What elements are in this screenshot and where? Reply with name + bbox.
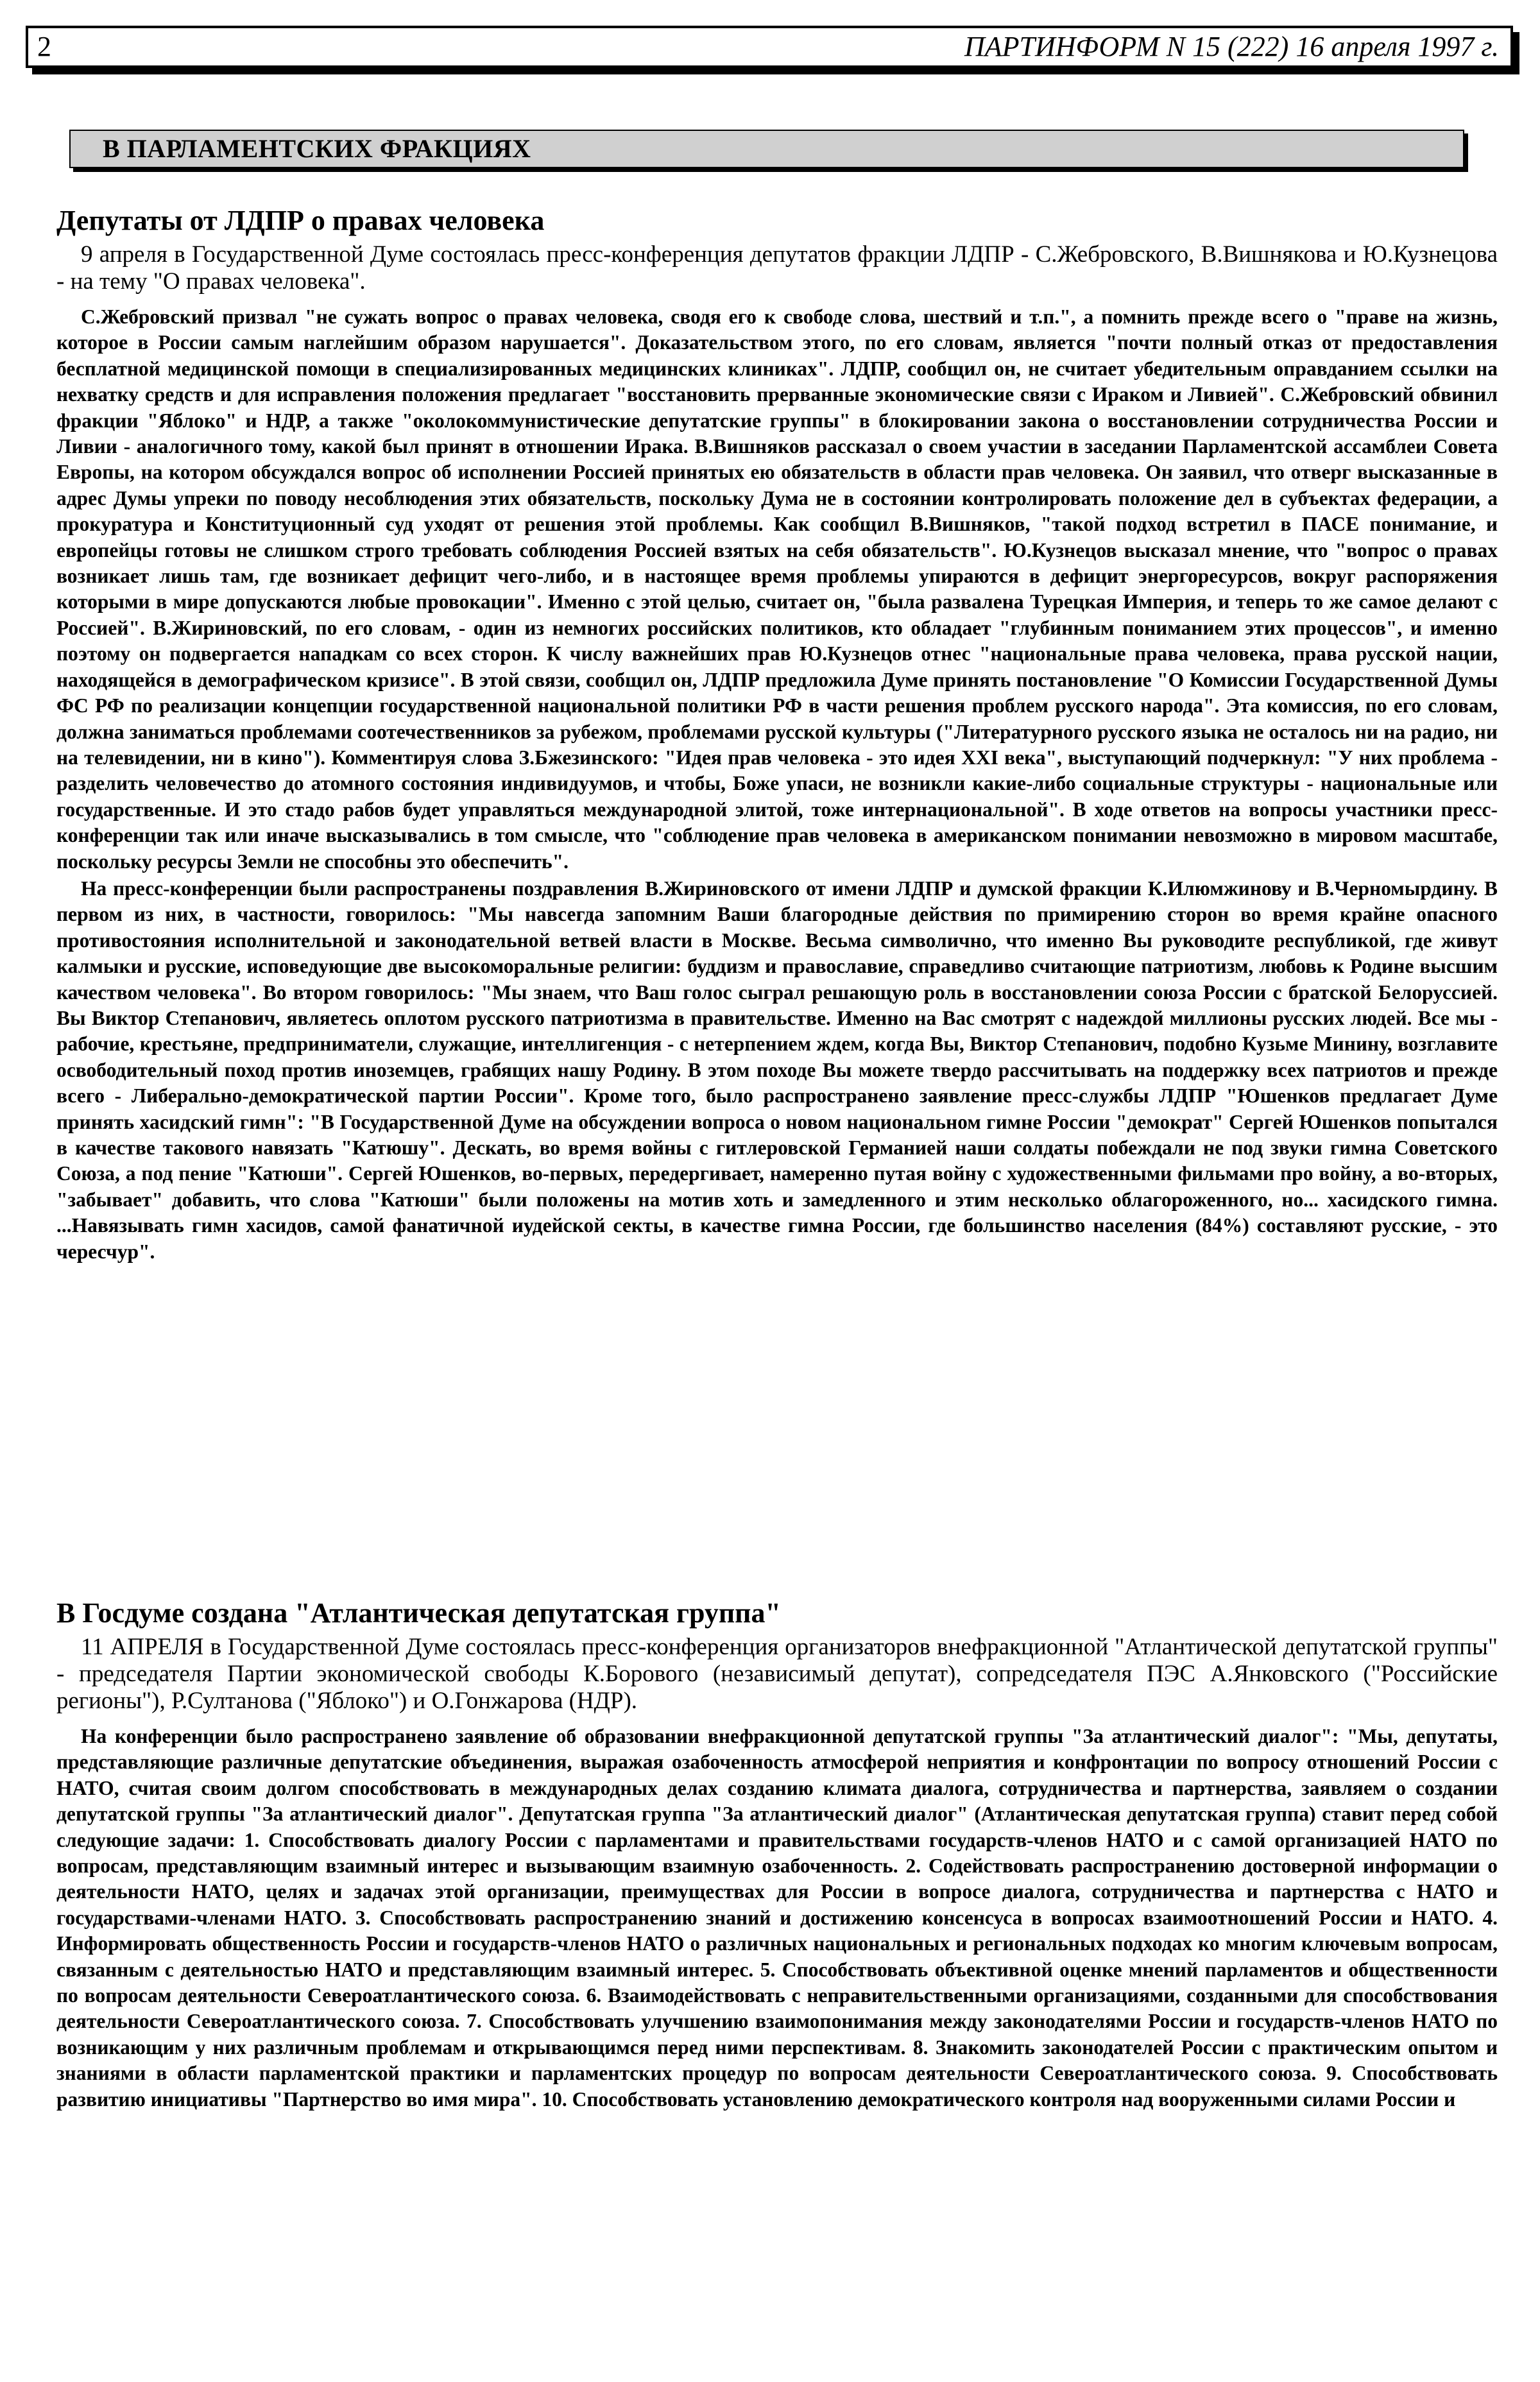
article-headline: Депутаты от ЛДПР о правах человека xyxy=(56,205,545,236)
article-lead: 11 АПРЕЛЯ в Государственной Думе состоялась пресс-конференция организаторов внефракционной "Атлантической депутатской группы" - председателя Партии экономической свободы К.Борового (независимый депутат), сопредседателя ПЭС А.Янковского ("Российские регионы"), Р.Султанова ("Яблоко") и О.Гонжарова (НДР). xyxy=(56,1634,1498,1714)
article-paragraph: На пресс-конференции были распространены поздравления В.Жириновского от имени ЛДПР и думской фракции К.Илюмжинову и В.Черномырдину. В первом из них, в частности, говорилось: "Мы навсегда запомним Ваши благородные действия по примирению сторон во время крайне опасного противостояния исполнительной и законодательной ветвей власти в Москве. Весьма символично, что именно Вы руководите республикой, где живут калмыки и русские, исповедующие две высокоморальные религии: буддизм и православие, справедливо считающие патриотизм, любовь к Родине высшим качеством человека". Во втором говорилось: "Мы знаем, что Ваш голос сыграл решающую роль в восстановлении союза России с братской Белоруссией. Вы Виктор Степанович, являетесь оплотом русского патриотизма в правительстве. Именно на Вас смотрят с надеждой миллионы русских людей. Все мы - рабочие, крестьяне, предприниматели, служащие, интеллигенция - с нетерпением ждем, когда Вы, Виктор Степанович, подобно Кузьме Минину, возглавите освободительный поход против иноземцев, грабящих нашу Родину. В этом походе Вы можете твердо рассчитывать на поддержку всех патриотов и прежде всего - Либерально-демократической партии России". Кроме того, было распространено заявление пресс-службы ЛДПР "Юшенков предлагает Думе принять хасидский гимн": "В Государственной Думе на обсуждении вопроса о новом национальном гимне России "демократ" Сергей Юшенков попытался в качестве такового навязать "Катюшу". Дескать, во время войны с гитлеровской Германией наши солдаты побеждали не под звуки гимна Советского Союза, а под пение "Катюши". Сергей Юшенков, во-первых, передергивает, намеренно путая войну с художественными фильмами про войну, а во-вторых, "забывает" добавить, что слова "Катюши" были положены на мотив хоть и замедленного и этим несколько облагороженного, но... хасидского гимна. ...Навязывать гимн хасидов, самой фанатичной иудейской секты, в качестве гимна России, где большинство населения (84%) составляют русские, - это чересчур". xyxy=(56,877,1498,1263)
article-ldpr-human-rights xyxy=(56,204,1498,1265)
page-number: 2 xyxy=(37,31,51,62)
article-headline: В Госдуме создана "Атлантическая депутатская группа" xyxy=(56,1597,781,1629)
article-paragraph: На конференции было распространено заявление об образовании внефракционной депутатской группы "За атлантический диалог": "Мы, депутаты, представляющие различные депутатские объединения, выражая озабоченность атмосферой неприятия и конфронтации по вопросу отношений России с НАТО, считая своим долгом способствовать в международных делах созданию климата диалога, сотрудничества и партнерства, заявляем о создании депутатской группы "За атлантический диалог". Депутатская группа "За атлантический диалог" (Атлантическая депутатская группа) ставит перед собой следующие задачи: 1. Способствовать диалогу России с парламентами и правительствами государств-членов НАТО и с самой организацией НАТО по вопросам, представляющим взаимный интерес и вызывающим взаимную озабоченность. 2. Содействовать распространению достоверной информации о деятельности НАТО, целях и задачах этой организации, преимуществах для России в вопросе диалога, сотрудничества и партнерства с НАТО и государствами-членами НАТО. 3. Способствовать распространению знаний и достижению консенсуса в вопросах взаимоотношений России и НАТО. 4. Информировать общественность России и государств-членов НАТО о различных национальных и региональных подходах ко многим ключевым вопросам, связанным с деятельностью НАТО и представляющим взаимный интерес. 5. Способствовать объективной оценке мнений парламентов и общественности по вопросам деятельности Североатлантического союза. 6. Взаимодействовать с неправительственными организациями, созданными для способствования деятельности Североатлантического союза. 7. Способствовать улучшению взаимопонимания между законодателями России и государств-членов НАТО по возникающим у них различным проблемам и открывающимся перед ними перспективам. 8. Знакомить законодателей России с практическим опытом и знаниями в области парламентской практики и парламентских процедур по вопросам деятельности Североатлантического союза. 9. Способствовать развитию инициативы "Партнерство во имя мира". 10. Способствовать установлению демократического контроля над вооруженными силами России и xyxy=(56,1725,1498,2111)
article-atlantic-group xyxy=(56,1597,1498,2112)
issue-line: ПАРТИНФОРМ N 15 (222) 16 апреля 1997 г. xyxy=(964,31,1499,62)
article-paragraph: С.Жебровский призвал "не сужать вопрос о правах человека, сводя его к свободе слова, шествий и т.п.", а помнить прежде всего о "праве на жизнь, которое в России самым наглейшим образом нарушается". Доказательством этого, по его словам, является "почти полный отказ от предоставления бесплатной медицинской помощи в специализированных медицинских клиниках". ЛДПР, сообщил он, не считает убедительным оправданием ссылки на нехватку средств и для исправления положения предлагает "восстановить прерванные экономические связи с Ираком и Ливией". С.Жебровский обвинил фракции "Яблоко" и НДР, а также "околокоммунистические депутатские группы" в блокировании закона о восстановлении сотрудничества России и Ливии - аналогичного тому, какой был принят в отношении Ирака. В.Вишняков рассказал о своем участии в заседании Парламентской ассамблеи Совета Европы, на котором обсуждался вопрос об исполнении Россией принятых ею обязательств в области прав человека. Он заявил, что отверг высказанные в адрес Думы упреки по поводу несоблюдения этих обязательств, поскольку Дума не в состоянии контролировать положение дел в субъектах федерации, а прокуратура и Конституционный суд уходят от решения этой проблемы. Как сообщил В.Вишняков, "такой подход встретил в ПАСЕ понимание, и европейцы готовы не слишком строго требовать соблюдения Россией взятых на себя обязательств". Ю.Кузнецов высказал мнение, что "вопрос о правах возникает лишь там, где возникает дефицит чего-либо, и в настоящее время проблемы упираются в дефицит энергоресурсов, вокруг распоряжения которыми в мире допускаются любые провокации". Именно с этой целью, считает он, "была развалена Турецкая Империя, и теперь то же самое делают с Россией". В.Жириновский, по его словам, - один из немногих российских политиков, кто обладает "глубинным пониманием этих процессов", и именно поэтому он подвергается нападкам со всех сторон. К числу важнейших прав Ю.Кузнецов отнес "национальные права человека, права русской нации, находящейся в демографическом кризисе". В этой связи, сообщил он, ЛДПР предложила Думе принять постановление "О Комиссии Государственной Думы ФС РФ по реализации концепции государственной национальной политики РФ в части решения проблем русского народа". Эта комиссия, по его словам, должна заниматься проблемами соотечественников за рубежом, проблемами русской культуры ("Литературного русского языка не осталось ни на радио, ни на телевидении, ни в кино"). Комментируя слова З.Бжезинского: "Идея прав человека - это идея XXI века", выступающий подчеркнул: "У них проблема - разделить человечество до атомного состояния индивидуумов, и чтобы, Боже упаси, не возникли какие-либо социальные структуры - национальные или государственные. И это стадо рабов будет управляться международной элитой, тоже интернациональной". В ходе ответов на вопросы участники пресс-конференции так или иначе высказывались в том смысле, что "соблюдение прав человека в американском понимании невозможно в мировом масштабе, поскольку ресурсы Земли не способны это обеспечить". xyxy=(56,305,1498,873)
page-header xyxy=(26,26,1513,68)
article-lead: 9 апреля в Государственной Думе состоялась пресс-конференция депутатов фракции ЛДПР - С.Жебровского, В.Вишнякова и Ю.Кузнецова - на тему "О правах человека". xyxy=(56,241,1498,295)
section-title: В ПАРЛАМЕНТСКИХ ФРАКЦИЯХ xyxy=(103,134,531,163)
section-banner xyxy=(69,130,1464,168)
